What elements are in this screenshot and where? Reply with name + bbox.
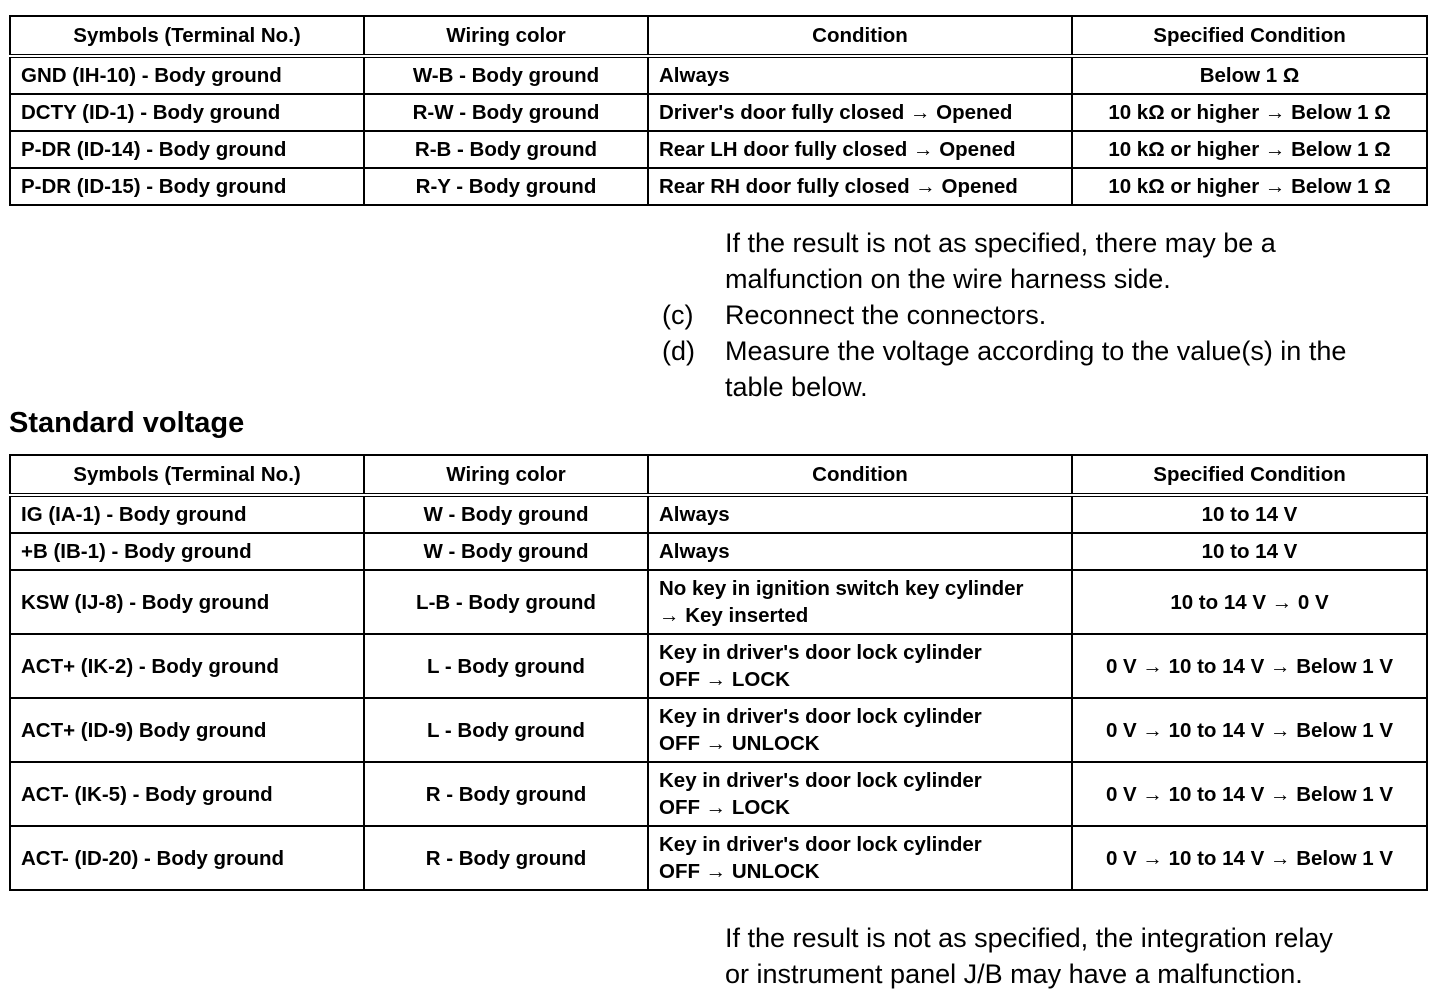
cell-wiring: W - Body ground: [364, 533, 648, 570]
cell-spec: 0 V → 10 to 14 V → Below 1 V: [1072, 698, 1427, 762]
cell-condition: Always: [648, 533, 1072, 570]
cell-condition: [648, 570, 1072, 634]
table-row: [10, 634, 1427, 698]
result-note-1-line1: If the result is not as specified, there may be a: [725, 228, 1276, 258]
table-row: [10, 495, 1427, 533]
cell-wiring: R-Y - Body ground: [364, 168, 648, 205]
cell-symbol: P-DR (ID-14) - Body ground: [10, 131, 364, 168]
cell-wiring: R-B - Body ground: [364, 131, 648, 168]
cell-condition: [648, 634, 1072, 698]
cell-condition: [648, 826, 1072, 890]
cell-spec: 10 to 14 V → 0 V: [1072, 570, 1427, 634]
table-row: [10, 533, 1427, 570]
header-symbols: Symbols (Terminal No.): [10, 16, 364, 56]
cell-condition: Driver's door fully closed → Opened: [648, 94, 1072, 131]
step-marker: (c): [662, 300, 694, 330]
table-row: [10, 56, 1427, 94]
cell-spec: 0 V → 10 to 14 V → Below 1 V: [1072, 762, 1427, 826]
table-row: [10, 570, 1427, 634]
cell-symbol: ACT+ (IK-2) - Body ground: [10, 634, 364, 698]
condition-line2: OFF → LOCK: [659, 668, 790, 691]
cell-wiring: W - Body ground: [364, 495, 648, 533]
condition-line2: OFF → LOCK: [659, 796, 790, 819]
cell-wiring: R - Body ground: [364, 762, 648, 826]
cell-spec: 0 V → 10 to 14 V → Below 1 V: [1072, 826, 1427, 890]
cell-wiring: R-W - Body ground: [364, 94, 648, 131]
cell-symbol: ACT+ (ID-9) Body ground: [10, 698, 364, 762]
table-row: [10, 94, 1427, 131]
header-specified-condition: Specified Condition: [1072, 455, 1427, 495]
cell-symbol: GND (IH-10) - Body ground: [10, 56, 364, 94]
header-condition: Condition: [648, 455, 1072, 495]
table-row: [10, 698, 1427, 762]
cell-symbol: P-DR (ID-15) - Body ground: [10, 168, 364, 205]
condition-line1: Key in driver's door lock cylinder: [659, 641, 982, 664]
table-row: [10, 131, 1427, 168]
cell-spec: 10 kΩ or higher → Below 1 Ω: [1072, 94, 1427, 131]
result-note-2-line2: or instrument panel J/B may have a malfunction.: [725, 959, 1303, 989]
cell-symbol: KSW (IJ-8) - Body ground: [10, 570, 364, 634]
result-note-1: [725, 225, 1276, 297]
step-text: Measure the voltage according to the value(s) in the: [725, 336, 1347, 366]
table-header-row: [10, 455, 1427, 495]
table-row: [10, 762, 1427, 826]
header-symbols: Symbols (Terminal No.): [10, 455, 364, 495]
cell-symbol: ACT- (IK-5) - Body ground: [10, 762, 364, 826]
cell-wiring: R - Body ground: [364, 826, 648, 890]
condition-line2: OFF → UNLOCK: [659, 732, 820, 755]
cell-spec: 0 V → 10 to 14 V → Below 1 V: [1072, 634, 1427, 698]
condition-line2: OFF → UNLOCK: [659, 860, 820, 883]
result-note-1-line2: malfunction on the wire harness side.: [725, 264, 1171, 294]
condition-line2: → Key inserted: [659, 604, 809, 627]
section-heading: Standard voltage: [9, 407, 245, 439]
cell-wiring: L - Body ground: [364, 698, 648, 762]
step-text: Reconnect the connectors.: [725, 300, 1047, 330]
header-condition: Condition: [648, 16, 1072, 56]
cell-symbol: DCTY (ID-1) - Body ground: [10, 94, 364, 131]
cell-condition: Rear RH door fully closed → Opened: [648, 168, 1072, 205]
cell-condition: [648, 762, 1072, 826]
table-row: [10, 826, 1427, 890]
result-note-2-line1: If the result is not as specified, the integration relay: [725, 923, 1333, 953]
result-note-2: [725, 920, 1333, 992]
condition-line1: Key in driver's door lock cylinder: [659, 705, 982, 728]
cell-spec: 10 to 14 V: [1072, 533, 1427, 570]
cell-condition: Rear LH door fully closed → Opened: [648, 131, 1072, 168]
cell-wiring: W-B - Body ground: [364, 56, 648, 94]
cell-spec: 10 kΩ or higher → Below 1 Ω: [1072, 168, 1427, 205]
cell-symbol: IG (IA-1) - Body ground: [10, 495, 364, 533]
cell-condition: Always: [648, 56, 1072, 94]
cell-spec: 10 kΩ or higher → Below 1 Ω: [1072, 131, 1427, 168]
cell-spec: Below 1 Ω: [1072, 56, 1427, 94]
header-wiring-color: Wiring color: [364, 16, 648, 56]
condition-line1: Key in driver's door lock cylinder: [659, 833, 982, 856]
cell-spec: 10 to 14 V: [1072, 495, 1427, 533]
cell-symbol: +B (IB-1) - Body ground: [10, 533, 364, 570]
cell-wiring: L - Body ground: [364, 634, 648, 698]
header-specified-condition: Specified Condition: [1072, 16, 1427, 56]
condition-line1: No key in ignition switch key cylinder: [659, 577, 1024, 600]
step-marker: (d): [662, 336, 695, 366]
header-wiring-color: Wiring color: [364, 455, 648, 495]
condition-line1: Key in driver's door lock cylinder: [659, 769, 982, 792]
cell-condition: [648, 698, 1072, 762]
resistance-table: [9, 15, 1428, 206]
table-header-row: [10, 16, 1427, 56]
cell-symbol: ACT- (ID-20) - Body ground: [10, 826, 364, 890]
voltage-table: [9, 454, 1428, 891]
step-text-continued: table below.: [725, 372, 868, 402]
cell-condition: Always: [648, 495, 1072, 533]
cell-wiring: L-B - Body ground: [364, 570, 648, 634]
table-row: [10, 168, 1427, 205]
